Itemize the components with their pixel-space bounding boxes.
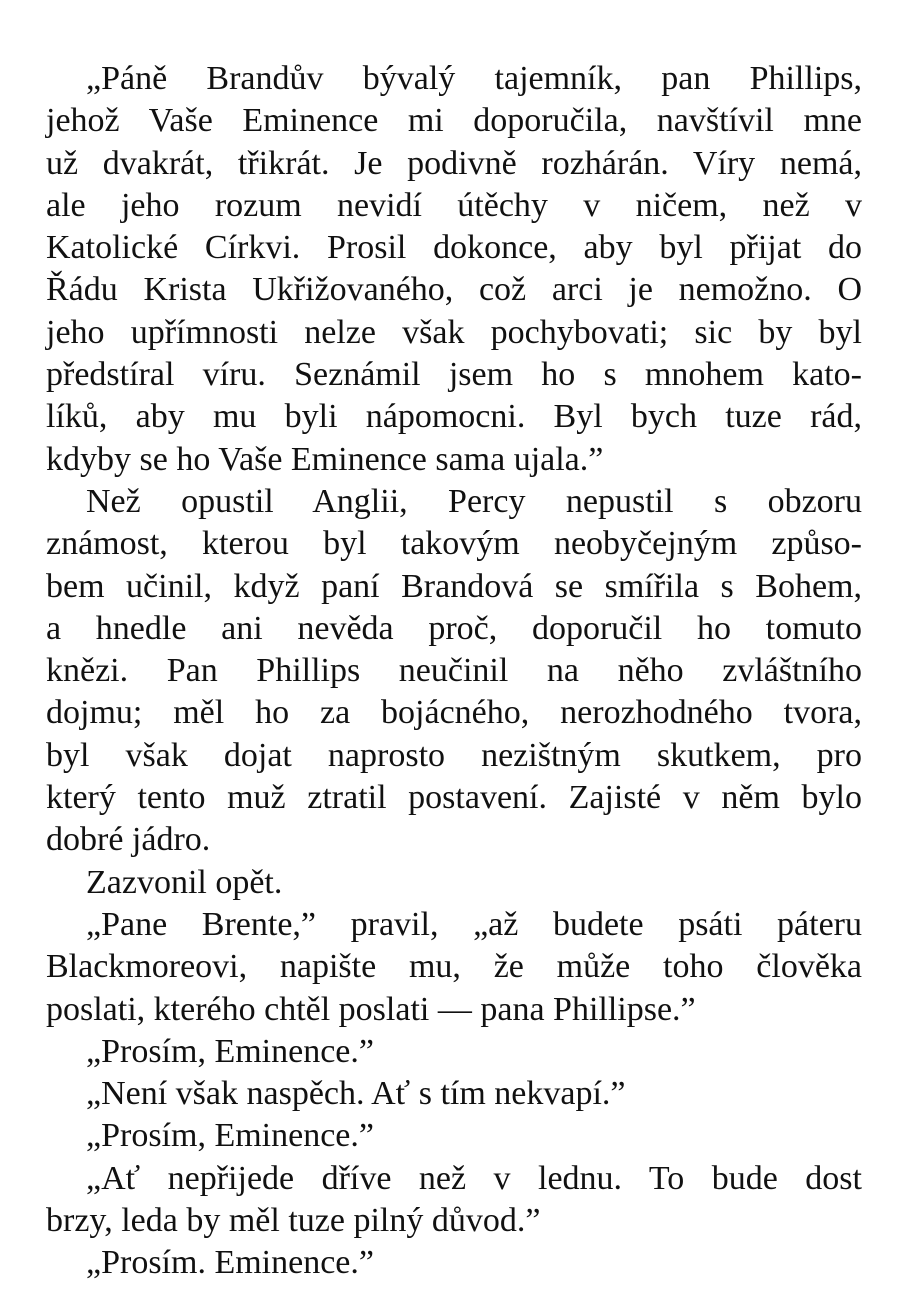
text-line: líků, aby mu byli nápomocni. Byl bych tuze rád, [46, 398, 862, 436]
text-line: jeho upřímnosti nelze však pochybovati; sic by byl [46, 313, 862, 351]
text-line: „Pane Brente,” pravil, „až budete psáti páteru [86, 905, 862, 943]
text-line: byl však dojat naprosto nezištným skutkem, pro [46, 736, 862, 774]
text-line: Řádu Krista Ukřižovaného, což arci je nemožno. O [46, 271, 862, 309]
text-line: který tento muž ztratil postavení. Zajisté v něm bylo [46, 779, 862, 817]
paragraph [46, 1115, 862, 1157]
text-line: Katolické Církvi. Prosil dokonce, aby byl přijat do [46, 229, 862, 267]
text-line: jehož Vaše Eminence mi doporučila, navštívil mne [46, 102, 862, 140]
paragraph [46, 1158, 862, 1243]
text-line: bem učinil, když paní Brandová se smířila s Bohem, [46, 567, 862, 605]
text-line: dobré jádro. [46, 821, 211, 859]
text-line: „Prosím, Eminence.” [86, 1117, 374, 1155]
paragraph [46, 904, 862, 1031]
text-line: dojmu; měl ho za bojácného, nerozhodného tvora, [46, 694, 862, 732]
text-line: poslati, kterého chtěl poslati — pana Phillipse.” [46, 990, 696, 1028]
text-line: knězi. Pan Phillips neučinil na něho zvláštního [46, 652, 862, 690]
text-line: známost, kterou byl takovým neobyčejným způso- [46, 525, 862, 563]
text-line: „Prosím. Eminence.” [86, 1244, 374, 1282]
text-line: Blackmoreovi, napište mu, že může toho člověka [46, 948, 862, 986]
text-line: už dvakrát, třikrát. Je podivně rozhárán. Víry nemá, [46, 144, 862, 182]
text-line: Zazvonil opět. [86, 863, 283, 901]
text-line: Než opustil Anglii, Percy nepustil s obzoru [86, 482, 862, 520]
paragraph [46, 1031, 862, 1073]
text-line: kdyby se ho Vaše Eminence sama ujala.” [46, 440, 604, 478]
paragraph [46, 58, 862, 481]
text-line: předstíral víru. Seznámil jsem ho s mnohem kato- [46, 356, 862, 394]
text-line: „Není však naspěch. Ať s tím nekvapí.” [86, 1075, 626, 1113]
paragraph [46, 1242, 862, 1284]
paragraph [46, 481, 862, 862]
text-line: „Ať nepřijede dříve než v lednu. To bude dost [86, 1159, 862, 1197]
text-line: a hnedle ani nevěda proč, doporučil ho tomuto [46, 609, 862, 647]
text-line: „Páně Brandův bývalý tajemník, pan Phillips, [86, 60, 862, 97]
paragraph [46, 862, 862, 904]
paragraph [46, 1073, 862, 1115]
text-line: ale jeho rozum nevidí útěchy v ničem, než v [46, 186, 862, 224]
text-line: brzy, leda by měl tuze pilný důvod.” [46, 1202, 541, 1240]
text-body [46, 58, 862, 1285]
text-line: „Prosím, Eminence.” [86, 1032, 374, 1070]
